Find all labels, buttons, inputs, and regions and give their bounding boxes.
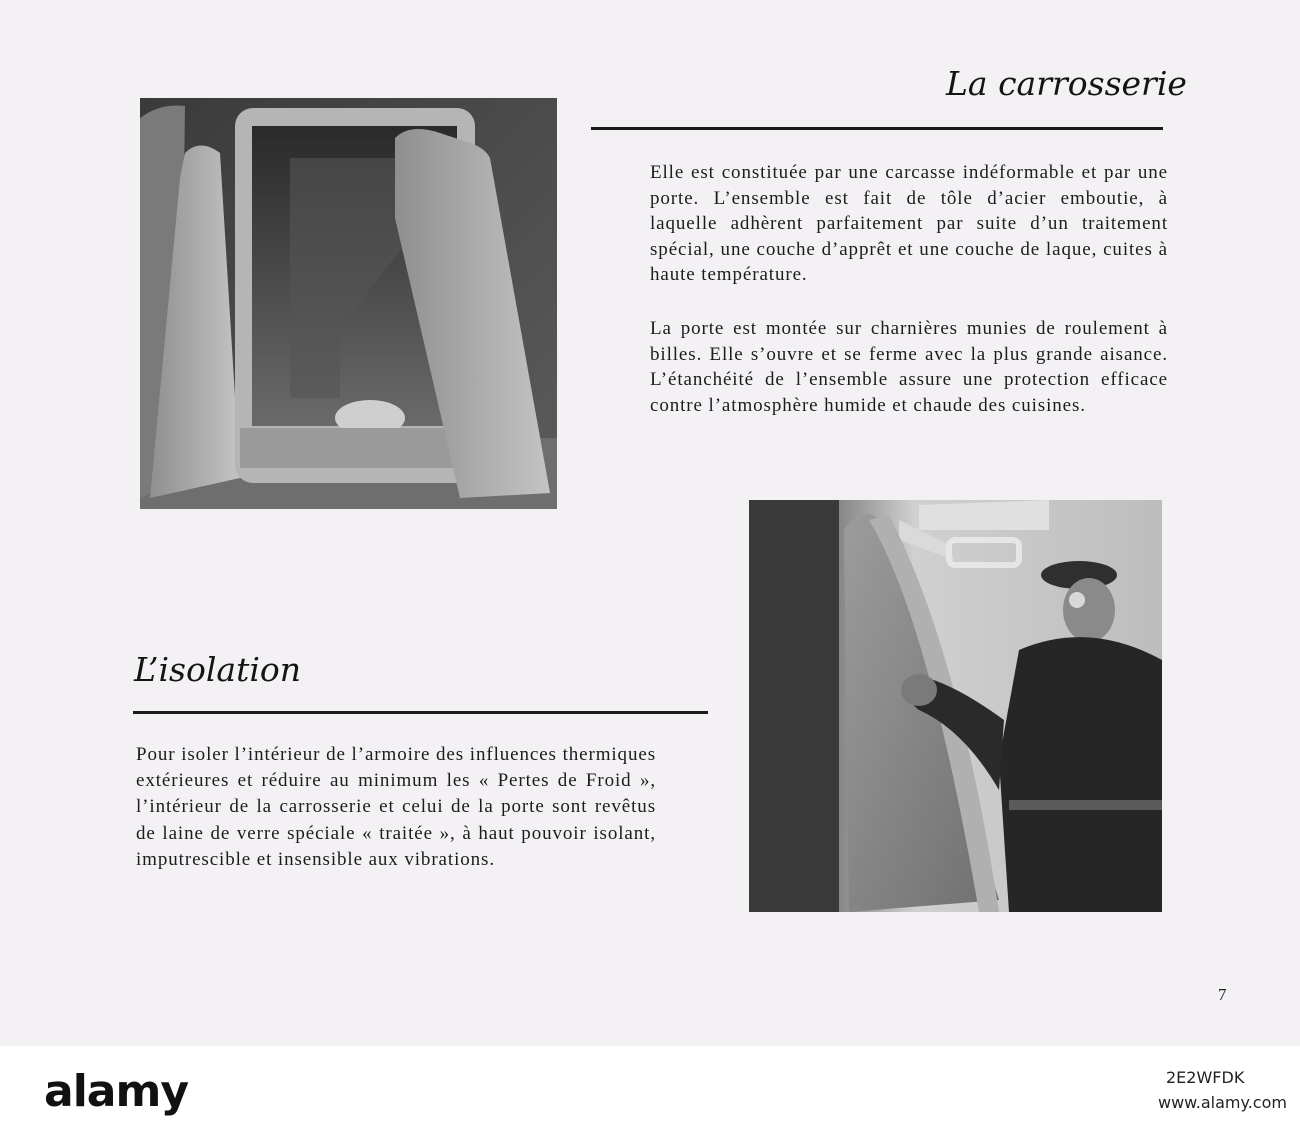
- site-url-label: www.alamy.com: [1158, 1093, 1287, 1112]
- brand-logo: alamy: [44, 1066, 188, 1117]
- page-number: 7: [1218, 985, 1227, 1004]
- paragraph-isolation: Pour isoler l’intérieur de l’armoire des influences thermiques extérieures et réduire au minimum les « Pertes de Froid », l’intérieur de la carrosserie et celui de la porte sont revêtus de laine de verre spéciale « traitée », à haut pouvoir isolant, imputrescible et insensible aux vibrations.: [136, 744, 656, 870]
- section-divider-carrosserie: [591, 127, 1163, 130]
- footer-strip: [0, 1046, 1300, 1138]
- image-id-label: 2E2WFDK: [1166, 1068, 1245, 1087]
- section-divider-isolation: [133, 711, 708, 714]
- section-heading-carrosserie: La carrosserie: [946, 64, 1187, 103]
- section-heading-isolation: L’isolation: [134, 650, 302, 689]
- paragraph-carrosserie-1: Elle est constituée par une carcasse indéformable et par une porte. L’ensemble est fait de tôle d’acier emboutie, à laquelle adhèrent parfaitement par suite d’un traitement spécial, une couche d’apprêt et une couche de laque, cuites à haute température.: [650, 162, 1168, 286]
- paragraph-carrosserie-2: La porte est montée sur charnières munies de roulement à billes. Elle s’ouvre et se ferme avec la plus grande aisance. L’étanchéité de l’ensemble assure une protection efficace contre l’atmosphère humide et chaude des cuisines.: [650, 318, 1168, 416]
- worker-insulation-photo: [749, 500, 1162, 912]
- refrigerator-body-photo: [140, 98, 557, 509]
